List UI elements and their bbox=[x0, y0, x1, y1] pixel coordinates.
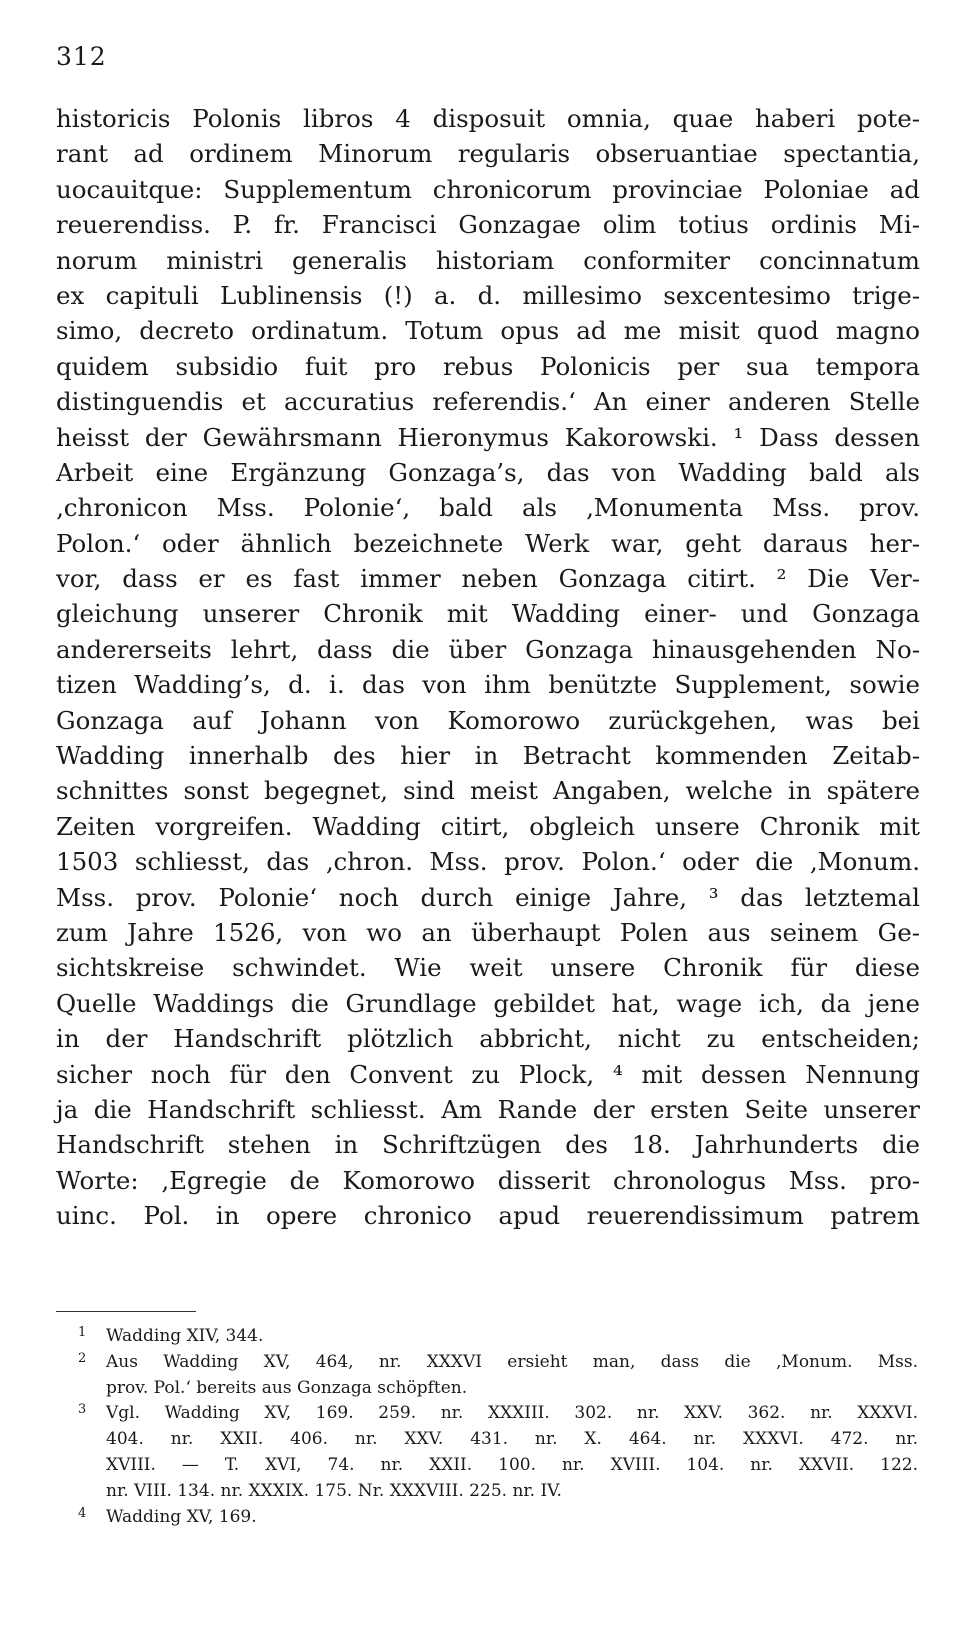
body-line: Mss. prov. Polonie‘ noch durch einige Jahre, ³ das letztemal bbox=[56, 882, 920, 912]
body-line: norum ministri generalis historiam conformiter concinnatum bbox=[56, 245, 920, 275]
footnote-text: Wadding XIV, 344. bbox=[106, 1326, 264, 1346]
footnote-2-continuation: prov. Pol.‘ bereits aus Gonzaga schöpften. bbox=[106, 1377, 468, 1398]
body-line: uinc. Pol. in opere chronico apud reuerendissimum patrem bbox=[56, 1201, 920, 1231]
footnote-divider bbox=[56, 1311, 196, 1312]
body-line: ‚chronicon Mss. Polonie‘, bald als ‚Monumenta Mss. prov. bbox=[56, 493, 920, 523]
body-line: heisst der Gewährsmann Hieronymus Kakorowski. ¹ Dass dessen bbox=[56, 422, 920, 452]
footnote-text: Aus Wadding XV, 464, nr. XXXVI ersieht man, dass die ‚Monum. Mss. bbox=[106, 1351, 918, 1372]
footnote-marker: 1 bbox=[78, 1325, 87, 1340]
footnote-3-continuation: 404. nr. XXII. 406. nr. XXV. 431. nr. X. 464. nr. XXXVI. 472. nr. bbox=[106, 1429, 918, 1450]
footnote-2 bbox=[78, 1350, 918, 1376]
body-line: in der Handschrift plötzlich abbricht, nicht zu entscheiden; bbox=[56, 1024, 920, 1054]
footnote-3 bbox=[78, 1401, 918, 1427]
body-line: tizen Wadding’s, d. i. das von ihm benützte Supplement, sowie bbox=[56, 670, 920, 700]
body-line: Wadding innerhalb des hier in Betracht kommenden Zeitab- bbox=[56, 741, 920, 771]
body-line: ex capituli Lublinensis (!) a. d. millesimo sexcentesimo trige- bbox=[56, 280, 920, 310]
footnote-3-continuation: nr. VIII. 134. nr. XXXIX. 175. Nr. XXXVIII. 225. nr. IV. bbox=[106, 1480, 562, 1501]
body-line: quidem subsidio fuit pro rebus Polonicis per sua tempora bbox=[56, 351, 920, 381]
footnote-marker: 4 bbox=[78, 1505, 87, 1521]
body-text bbox=[56, 101, 920, 1234]
footnote-4 bbox=[78, 1505, 918, 1531]
footnote-text: Wadding XV, 169. bbox=[106, 1506, 257, 1527]
body-line: reuerendiss. P. fr. Francisci Gonzagae olim totius ordinis Mi- bbox=[56, 210, 920, 240]
body-line: sicher noch für den Convent zu Plock, ⁴ mit dessen Nennung bbox=[56, 1059, 920, 1089]
body-line: gleichung unserer Chronik mit Wadding einer- und Gonzaga bbox=[56, 599, 920, 629]
footnote-marker: 2 bbox=[78, 1350, 87, 1366]
footnote-1 bbox=[78, 1324, 918, 1350]
body-line: Handschrift stehen in Schriftzügen des 18. Jahrhunderts die bbox=[56, 1130, 920, 1160]
body-line: vor, dass er es fast immer neben Gonzaga citirt. ² Die Ver- bbox=[56, 564, 920, 594]
body-line: distinguendis et accuratius referendis.‘ An einer anderen Stelle bbox=[56, 387, 920, 417]
footnotes bbox=[78, 1324, 918, 1530]
body-line: schnittes sonst begegnet, sind meist Angaben, welche in spätere bbox=[56, 776, 920, 806]
body-line: Worte: ‚Egregie de Komorowo disserit chronologus Mss. pro- bbox=[56, 1165, 920, 1195]
footnote-text: Vgl. Wadding XV, 169. 259. nr. XXXIII. 302. nr. XXV. 362. nr. XXXVI. bbox=[106, 1403, 918, 1424]
body-line: Polon.‘ oder ähnlich bezeichnete Werk war, geht daraus her- bbox=[56, 528, 920, 558]
body-line: ja die Handschrift schliesst. Am Rande der ersten Seite unserer bbox=[56, 1094, 920, 1124]
body-line: Arbeit eine Ergänzung Gonzaga’s, das von Wadding bald als bbox=[56, 457, 920, 487]
body-line: zum Jahre 1526, von wo an überhaupt Polen aus seinem Ge- bbox=[56, 917, 920, 947]
body-line: sichtskreise schwindet. Wie weit unsere Chronik für diese bbox=[56, 953, 920, 983]
footnote-3-continuation: XVIII. — T. XVI, 74. nr. XXII. 100. nr. XVIII. 104. nr. XXVII. 122. bbox=[106, 1454, 918, 1475]
body-line: andererseits lehrt, dass die über Gonzaga hinausgehenden No- bbox=[56, 634, 920, 664]
body-line: historicis Polonis libros 4 disposuit omnia, quae haberi pote- bbox=[56, 104, 920, 133]
body-line: Gonzaga auf Johann von Komorowo zurückgehen, was bei bbox=[56, 705, 920, 735]
body-line: 1503 schliesst, das ‚chron. Mss. prov. Polon.‘ oder die ‚Monum. bbox=[56, 847, 920, 877]
page-number: 312 bbox=[56, 42, 107, 71]
footnote-marker: 3 bbox=[78, 1402, 87, 1418]
body-line: Quelle Waddings die Grundlage gebildet hat, wage ich, da jene bbox=[56, 988, 920, 1018]
body-line: simo, decreto ordinatum. Totum opus ad me misit quod magno bbox=[56, 316, 920, 346]
body-line: uocauitque: Supplementum chronicorum provinciae Poloniae ad bbox=[56, 174, 920, 204]
body-line: Zeiten vorgreifen. Wadding citirt, obgleich unsere Chronik mit bbox=[56, 811, 920, 841]
body-line: rant ad ordinem Minorum regularis obseruantiae spectantia, bbox=[56, 139, 920, 169]
